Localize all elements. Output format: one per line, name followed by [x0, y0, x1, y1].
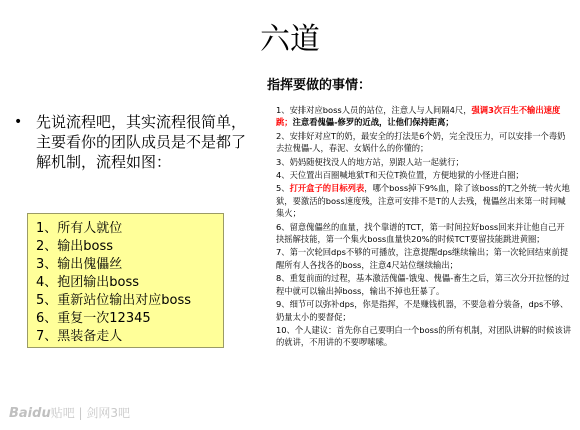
commander-step-7	[276, 246, 572, 271]
flow-list-box	[27, 213, 224, 348]
flow-item: 6、重复一次12345	[36, 311, 151, 326]
step-text: 5、	[276, 183, 290, 194]
flow-item: 5、重新站位输出对应boss	[36, 293, 192, 308]
flow-item: 3、输出傀儡丝	[36, 257, 123, 272]
step-text: 打开盒子的目标列表	[289, 183, 365, 194]
step-text: 9、细节可以弥补dps，你是指挥，不是赚钱机器，不要急着分装备，dps不够、奶量太小的要督促；	[276, 299, 569, 322]
commander-step-9	[276, 298, 572, 323]
commander-step-1	[276, 104, 572, 129]
step-text: 6、留意傀儡丝的血量，找个靠谱的TCT，第一时间拉好boss回来并让他自己开抉摇解技能，第一个集火boss血量快20%的时候TCT要留技能跳进黄圈；	[276, 221, 565, 245]
commander-step-6	[276, 221, 572, 246]
step-text: 1、安排对应boss人员的站位，注意人与人间隔4尺，	[276, 105, 472, 115]
flow-item: 2、输出boss	[36, 239, 114, 254]
step-text: 10、个人建议：首先你自己要明白一个boss的所有机制，对团队讲解的时候该讲的就讲，不用讲的不要啰嗦嗦。	[276, 324, 572, 348]
step-text: 3、奶妈随便找没人的地方站，别跟人站一起就行；	[276, 156, 464, 167]
commander-step-3	[276, 156, 572, 168]
commander-heading: 指挥要做的事情：	[267, 78, 372, 93]
step-text: 强调3次百生不输出速度跳；	[276, 105, 561, 128]
page-title: 六道	[260, 22, 320, 57]
commander-step-4	[276, 169, 572, 181]
step-text: 2、安排好对应T的奶，最安全的打法是6个奶，完全没压力，可以安排一个毒奶去拉傀儡-人，春泥、女娲什么的你懂的；	[276, 130, 566, 154]
bullet-icon: •	[14, 114, 23, 130]
watermark	[9, 404, 130, 421]
watermark-text: 贴吧 | 剑网3吧	[50, 406, 131, 420]
commander-step-10	[276, 324, 572, 349]
step-text: ，哪个boss掉下9%血，除了该boss的T之外统一转火地狱，要激活的boss速度残，注意可安排不是T的人去残，傀儡丝出来第一时间喊集火；	[276, 183, 570, 219]
commander-step-5	[276, 182, 572, 219]
intro-text: 先说流程吧，其实流程很简单，主要看你的团队成员是不是都了解机制，流程如图：	[36, 113, 247, 171]
commander-step-8	[276, 272, 572, 297]
step-text: 4、天位置出百圈喊地狱T和天位T换位置，方便地狱的小怪进白圈；	[276, 170, 524, 181]
step-text: 注意看傀儡-修罗的近战，让他们保持距离；	[292, 117, 454, 128]
flow-item: 4、抱团输出boss	[36, 275, 140, 290]
baidu-logo-icon: Baidu	[9, 406, 51, 421]
flow-item: 7、黑装备走人	[36, 329, 123, 344]
flow-item: 1、所有人就位	[36, 221, 123, 236]
step-text: 8、重复前面的过程，基本激活傀儡-饿鬼、傀儡-畜生之后，第三次分开拉怪的过程中就可以输出掉boss，输出不掉也狂暴了。	[276, 273, 570, 296]
commander-step-2	[276, 130, 572, 155]
commander-steps-list	[276, 104, 572, 350]
step-text: 7、第一次轮回dps不够的可播放，注意提醒dps继续输出；第一次轮回结束前提醒所有人各找各的boss，注意4尺站位继续输出；	[276, 247, 569, 270]
